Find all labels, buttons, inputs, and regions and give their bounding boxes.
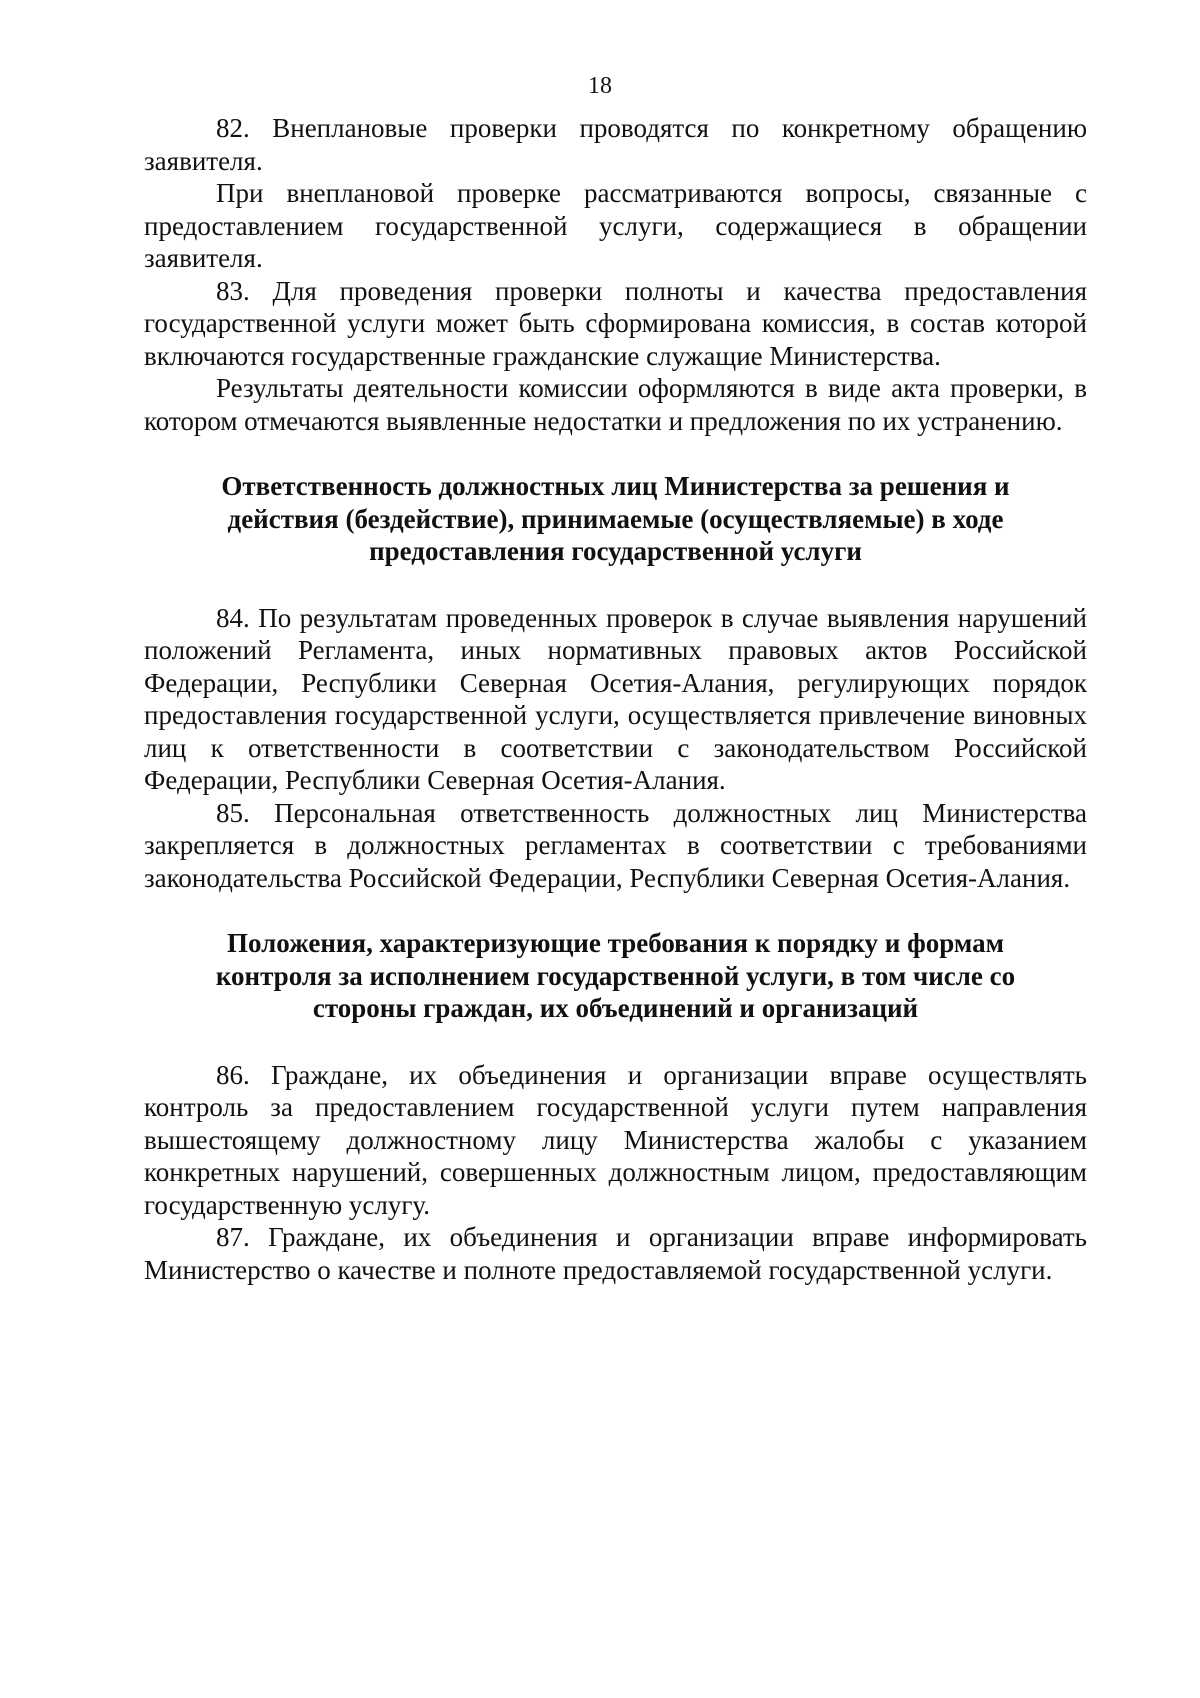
heading-line: Положения, характеризующие требования к порядку и формам [227,928,1004,958]
heading-line: Ответственность должностных лиц Министерства за решения и [221,471,1010,501]
section-heading-responsibility [144,470,1087,568]
spacer [144,437,1087,470]
heading-line: действия (бездействие), принимаемые (осуществляемые) в ходе [227,503,1004,534]
paragraph-84: 84. По результатам проведенных проверок в случае выявления нарушений положений Регламента, иных нормативных правовых актов Российской Федерации, Республики Северная Осетия-Алания, регулирующих порядок предоставления государственной услуги, осуществляется привлечение виновных лиц к ответственности в соответствии с законодательством Российской Федерации, Республики Северная Осетия-Алания. [144,602,1087,795]
paragraph-87: 87. Граждане, их объединения и организации вправе информировать Министерство о качестве и полноте предоставляемой государственной услуги. [144,1222,1087,1285]
spacer [144,568,1087,602]
page-number: 18 [588,73,612,99]
section-heading-control-requirements [144,927,1087,1025]
paragraph-82-unplanned-inspection: При внеплановой проверке рассматриваются вопросы, связанные с предоставлением государственной услуги, содержащиеся в обращении заявителя. [144,178,1087,273]
paragraph-86: 86. Граждане, их объединения и организации вправе осуществлять контроль за предоставлением государственной услуги путем направления вышестоящему должностному лицу Министерства жалобы с указанием конкретных нарушений, совершенных должностным лицом, предоставляющим государственную услугу. [144,1059,1087,1220]
heading-line: стороны граждан, их объединений и организаций [312,993,919,1023]
paragraph-85: 85. Персональная ответственность должностных лиц Министерства закрепляется в должностных регламентах в соответствии с требованиями законодательства Российской Федерации, Республики Северная Осетия-Алания. [144,797,1087,893]
spacer [144,894,1087,927]
paragraph-83: 83. Для проведения проверки полноты и качества предоставления государственной услуги может быть сформирована комиссия, в состав которой включаются государственные гражданские служащие Министерства. [144,275,1087,371]
paragraph-82: 82. Внеплановые проверки проводятся по конкретному обращению заявителя. [144,113,1087,176]
spacer [144,1025,1087,1059]
heading-line: контроля за исполнением государственной услуги, в том числе со [215,960,1016,991]
document-body [144,112,1087,1286]
paragraph-83-commission-results: Результаты деятельности комиссии оформляются в виде акта проверки, в котором отмечаются выявленные недостатки и предложения по их устранению. [144,373,1087,436]
heading-line: предоставления государственной услуги [369,536,862,566]
